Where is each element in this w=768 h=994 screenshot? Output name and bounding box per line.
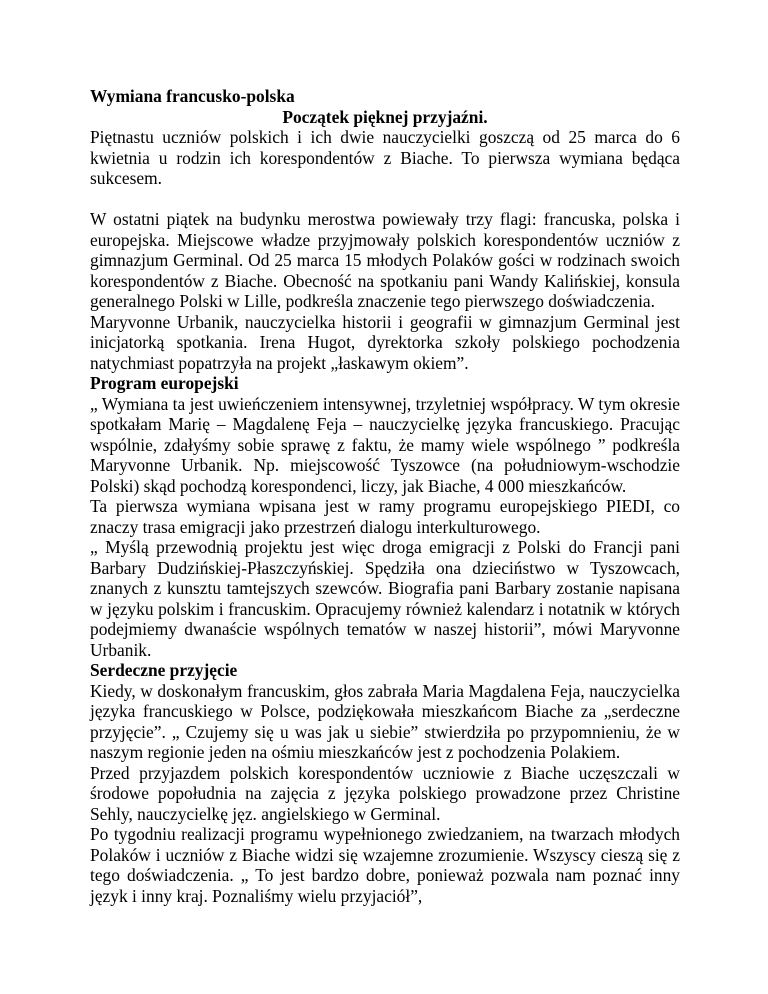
document-page: [90, 86, 680, 906]
article-paragraph: W ostatni piątek na budynku merostwa powiewały trzy flagi: francuska, polska i europejska. Miejscowe władze przyjmowały polskich korespondentów uczniów z gimnazjum Germinal. Od 25 marca 15 młodych Polaków gości w rodzinach swoich korespondentów z Biache. Obecność na spotkaniu pani Wandy Kalińskiej, konsula generalnego Polski w Lille, podkreśla znaczenie tego pierwszego doświadczenia.: [90, 209, 680, 311]
article-paragraph: Kiedy, w doskonałym francuskim, głos zabrała Maria Magdalena Feja, nauczycielka języka francuskiego w Polsce, podziękowała mieszkańcom Biache za „serdeczne przyjęcie”. „ Czujemy się u was jak u siebie” stwierdziła po przypomnieniu, że w naszym regionie jeden na ośmiu mieszkańców jest z pochodzenia Polakiem.: [90, 680, 680, 762]
article-paragraph: Ta pierwsza wymiana wpisana jest w ramy programu europejskiego PIEDI, co znaczy trasa emigracji jako przestrzeń dialogu interkulturowego.: [90, 496, 680, 537]
paragraph-gap: [90, 189, 680, 210]
article-paragraph: „ Wymiana ta jest uwieńczeniem intensywnej, trzyletniej współpracy. W tym okresie spotkałam Marię – Magdalenę Feja – nauczycielkę języka francuskiego. Pracując wspólnie, zdałyśmy sobie sprawę z faktu, że mamy wiele wspólnego ” podkreśla Maryvonne Urbanik. Np. miejscowość Tyszowce (na południowym-wschodzie Polski) skąd pochodzą korespondenci, liczy, jak Biache, 4 000 mieszkańców.: [90, 393, 680, 496]
section-heading-welcome: Serdeczne przyjęcie: [90, 660, 238, 680]
article-title: Wymiana francusko-polska: [90, 86, 295, 106]
article-lead: Piętnastu uczniów polskich i ich dwie nauczycielki goszczą od 25 marca do 6 kwietnia u rodzin ich korespondentów z Biache. To pierwsza wymiana będąca sukcesem.: [90, 127, 680, 188]
article-paragraph: Przed przyjazdem polskich korespondentów uczniowie z Biache uczęszczali w środowe popołudnia na zajęcia z języka polskiego prowadzone przez Christine Sehly, nauczycielkę jęz. angielskiego w Germinal.: [90, 762, 680, 824]
article-paragraph: Po tygodniu realizacji programu wypełnionego zwiedzaniem, na twarzach młodych Polaków i uczniów z Biache widzi się wzajemne zrozumienie. Wszyscy cieszą się z tego doświadczenia. „ To jest bardzo dobre, ponieważ pozwala nam poznać inny język i inny kraj. Poznaliśmy wielu przyjaciół”,: [90, 824, 680, 906]
section-heading-program: Program europejski: [90, 373, 239, 393]
article-paragraph: „ Myślą przewodnią projektu jest więc droga emigracji z Polski do Francji pani Barbary Dudzińskiej-Płaszczyńskiej. Spędziła ona dzieciństwo w Tyszowcach, znanych z kunsztu tamtejszych szewców. Biografia pani Barbary zostanie napisana w języku polskim i francuskim. Opracujemy również kalendarz i notatnik w których podejmiemy dwanaście wspólnych tematów w naszej historii”, mówi Maryvonne Urbanik.: [90, 537, 680, 660]
article-subtitle: Początek pięknej przyjaźni.: [282, 106, 488, 127]
article-paragraph: Maryvonne Urbanik, nauczycielka historii i geografii w gimnazjum Germinal jest inicjatorką spotkania. Irena Hugot, dyrektorka szkoły polskiego pochodzenia natychmiast popatrzyła na projekt „łaskawym okiem”.: [90, 311, 680, 373]
